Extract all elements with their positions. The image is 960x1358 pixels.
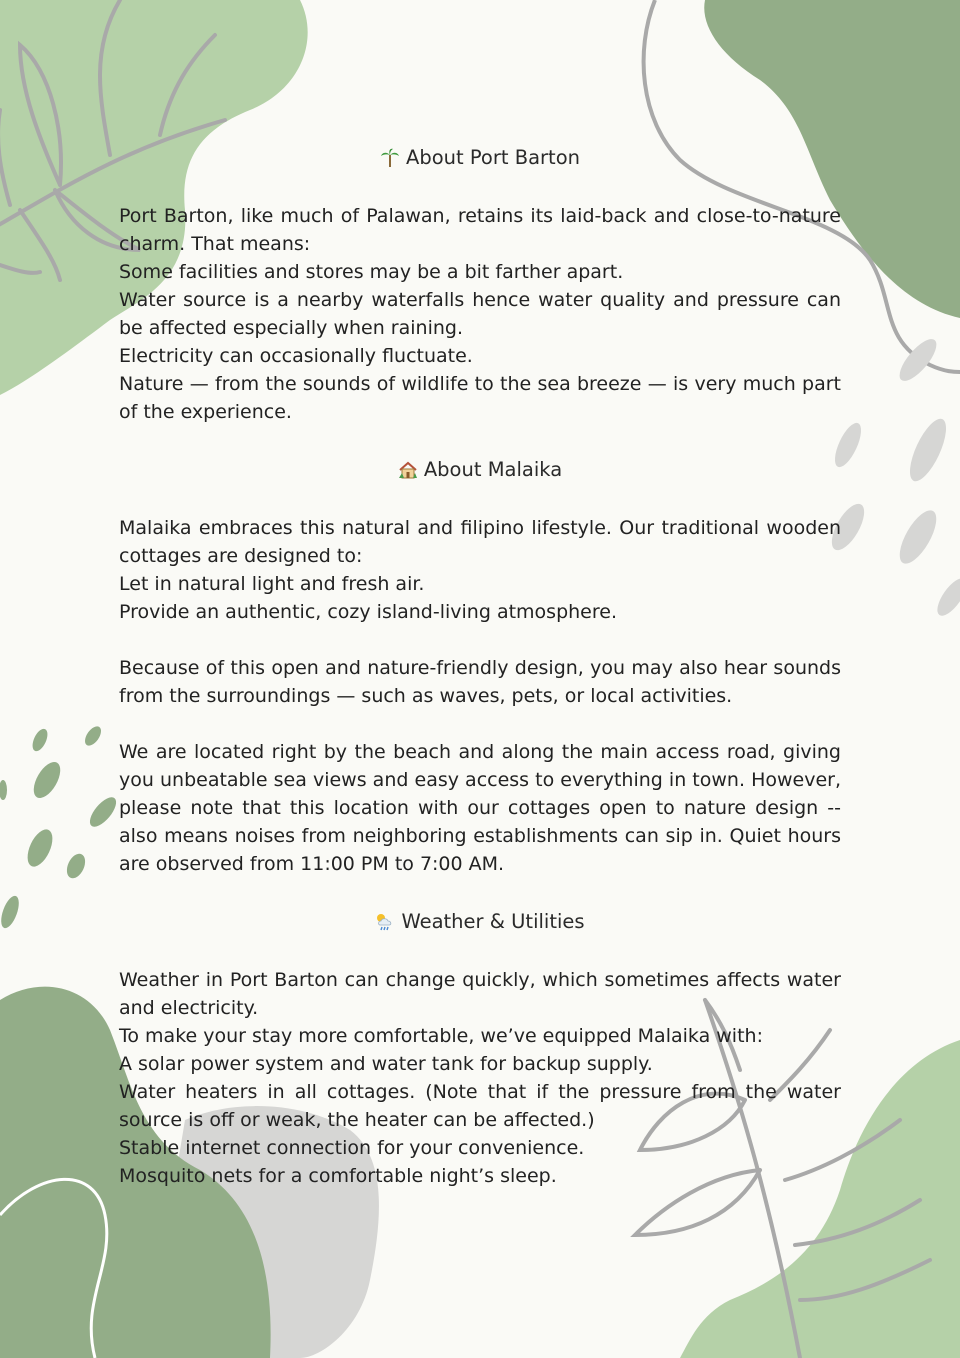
list-item: Electricity can occasionally fluctuate. bbox=[119, 345, 473, 367]
left-green-drops bbox=[0, 724, 121, 931]
list-item: Stable internet connection for your convenience. bbox=[119, 1137, 585, 1159]
list-item: Water source is a nearby waterfalls hence water quality and pressure can be affected especially when raining. bbox=[119, 289, 841, 339]
section-title: About Port Barton bbox=[406, 146, 580, 169]
paragraph: We are located right by the beach and along the main access road, giving you unbeatable sea views and easy access to everything in town. However, please note that this location with our cottages open to nature design -- also means noises from neighboring establishments can sip in. Quiet hours are observed from 11:00 PM to 7:00 AM. bbox=[119, 741, 841, 875]
paragraph: Because of this open and nature-friendly design, you may also hear sounds from the surroundings — such as waves, pets, or local activities. bbox=[119, 657, 841, 707]
list-item: Water heaters in all cottages. (Note that if the pressure from the water source is off or weak, the heater can be affected.) bbox=[119, 1081, 841, 1131]
section-heading-port-barton bbox=[119, 142, 841, 174]
list-item: Let in natural light and fresh air. bbox=[119, 573, 425, 595]
section-intro: Malaika embraces this natural and filipino lifestyle. Our traditional wooden cottages are designed to: bbox=[119, 517, 841, 567]
section-title: About Malaika bbox=[423, 458, 563, 481]
list-item: Mosquito nets for a comfortable night’s sleep. bbox=[119, 1165, 557, 1187]
list-item: Provide an authentic, cozy island-living atmosphere. bbox=[119, 601, 617, 623]
palm-tree-icon bbox=[380, 148, 400, 168]
section-lead: To make your stay more comfortable, we’ve equipped Malaika with: bbox=[119, 1025, 763, 1047]
section-title: Weather & Utilities bbox=[401, 910, 585, 933]
sun-behind-rain-cloud-icon bbox=[375, 912, 395, 932]
list-item: Some facilities and stores may be a bit farther apart. bbox=[119, 261, 624, 283]
document-content bbox=[119, 142, 841, 1190]
right-grey-drops bbox=[825, 334, 960, 621]
section-heading-malaika bbox=[119, 454, 841, 486]
section-heading-weather bbox=[119, 906, 841, 938]
list-item: Nature — from the sounds of wildlife to the sea breeze — is very much part of the experience. bbox=[119, 373, 841, 423]
section-intro: Weather in Port Barton can change quickly, which sometimes affects water and electricity. bbox=[119, 969, 841, 1019]
list-item: A solar power system and water tank for backup supply. bbox=[119, 1053, 653, 1075]
section-intro: Port Barton, like much of Palawan, retains its laid-back and close-to-nature charm. That means: bbox=[119, 205, 841, 255]
house-icon bbox=[398, 460, 418, 480]
